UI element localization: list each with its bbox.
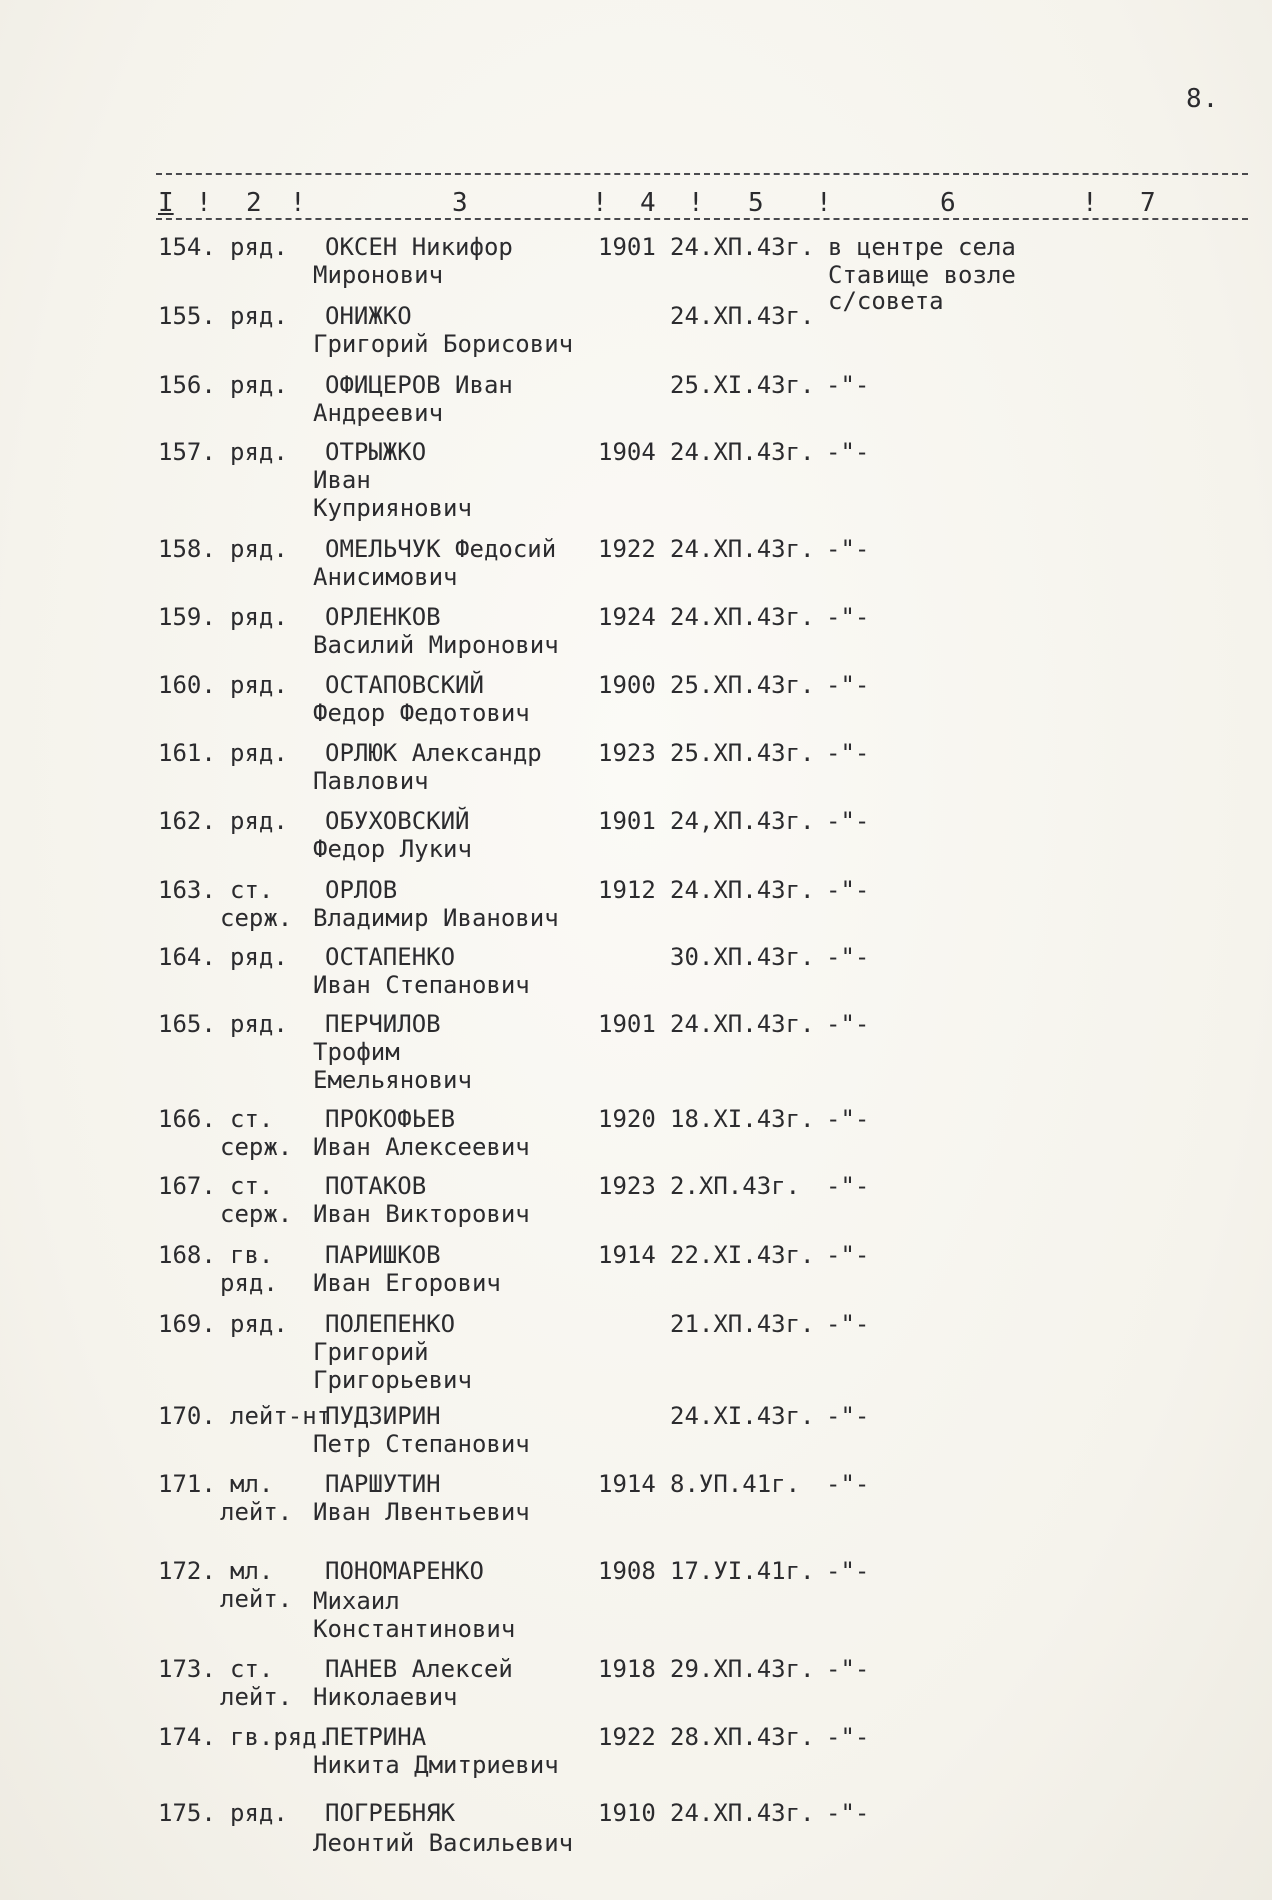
place-note-line: с/совета <box>828 287 944 315</box>
entry-rank: ст. <box>230 1105 274 1133</box>
entry-surname: ОНИЖКО <box>325 302 412 330</box>
entry-date: 21.ХП.43г. <box>670 1310 815 1338</box>
entry-rank: ряд. <box>220 1269 278 1297</box>
header-col-3: 3 <box>452 188 468 218</box>
entry-rank: серж. <box>220 1133 293 1161</box>
header-separator: ! <box>196 188 212 218</box>
entry-rank: мл. <box>230 1557 274 1585</box>
entry-surname: ОСТАПЕНКО <box>325 943 456 971</box>
entry-surname: ПОЛЕПЕНКО <box>325 1310 456 1338</box>
entry-surname: ОМЕЛЬЧУК Федосий <box>325 535 557 563</box>
entry-number: 168. <box>158 1241 216 1269</box>
entry-date: 24.ХП.43г. <box>670 603 815 631</box>
entry-ditto-note: -"- <box>826 739 870 767</box>
entry-date: 25.ХI.43г. <box>670 371 815 399</box>
entry-surname: ОРЛОВ <box>325 876 398 904</box>
entry-rank: серж. <box>220 904 293 932</box>
entry-name: Андреевич <box>313 399 444 427</box>
entry-rank: лейт. <box>220 1498 293 1526</box>
entry-rank: гв. <box>230 1241 274 1269</box>
entry-rank: ряд. <box>230 1010 288 1038</box>
entry-number: 156. <box>158 371 216 399</box>
entry-date: 18.ХI.43г. <box>670 1105 815 1133</box>
entry-ditto-note: -"- <box>826 1402 870 1430</box>
entry-rank: ряд. <box>230 671 288 699</box>
header-col-6: 6 <box>940 188 956 218</box>
entry-year: 1900 <box>598 671 656 699</box>
entry-number: 169. <box>158 1310 216 1338</box>
entry-number: 165. <box>158 1010 216 1038</box>
entry-name: Григорий Борисович <box>313 330 574 358</box>
entry-date: 24,ХП.43г. <box>670 807 815 835</box>
entry-date: 17.УI.41г. <box>670 1557 815 1585</box>
entry-rank: ст. <box>230 1172 274 1200</box>
entry-rank: мл. <box>230 1470 274 1498</box>
entry-rank: лейт-нт <box>230 1402 332 1430</box>
header-col-4: 4 <box>640 188 656 218</box>
entry-date: 24.ХП.43г. <box>670 1010 815 1038</box>
entry-ditto-note: -"- <box>826 1470 870 1498</box>
entry-name: Иван Степанович <box>313 971 530 999</box>
entry-ditto-note: -"- <box>826 1105 870 1133</box>
entry-rank: ряд. <box>230 943 288 971</box>
entry-surname: ОБУХОВСКИЙ <box>325 807 470 835</box>
entry-rank: ряд. <box>230 739 288 767</box>
entry-rank: ряд. <box>230 438 288 466</box>
entry-number: 172. <box>158 1557 216 1585</box>
entry-rank: ряд. <box>230 535 288 563</box>
entry-number: 157. <box>158 438 216 466</box>
entry-number: 164. <box>158 943 216 971</box>
entry-name: Василий Миронович <box>313 631 559 659</box>
page-number: 8. <box>1186 84 1220 114</box>
entry-date: 29.ХП.43г. <box>670 1655 815 1683</box>
entry-year: 1920 <box>598 1105 656 1133</box>
entry-date: 24.ХI.43г. <box>670 1402 815 1430</box>
entry-ditto-note: -"- <box>826 1241 870 1269</box>
entry-surname: ОРЛЮК Александр <box>325 739 542 767</box>
entry-number: 159. <box>158 603 216 631</box>
entry-rank: ряд. <box>230 603 288 631</box>
entry-rank: лейт. <box>220 1683 293 1711</box>
entry-name: Никита Дмитриевич <box>313 1751 559 1779</box>
entry-surname: ОТРЫЖКО <box>325 438 427 466</box>
entry-ditto-note: -"- <box>826 807 870 835</box>
entry-year: 1912 <box>598 876 656 904</box>
entry-year: 1910 <box>598 1799 656 1827</box>
entry-rank: ряд. <box>230 302 288 330</box>
header-col-5: 5 <box>748 188 764 218</box>
entry-number: 154. <box>158 233 216 261</box>
entry-date: 30.ХП.43г. <box>670 943 815 971</box>
entry-name: Иван <box>313 466 371 494</box>
entry-number: 174. <box>158 1723 216 1751</box>
entry-rank: ст. <box>230 1655 274 1683</box>
entry-name: Иван Викторович <box>313 1200 530 1228</box>
entry-name: Иван Лвентьевич <box>313 1498 530 1526</box>
entry-number: 158. <box>158 535 216 563</box>
entry-surname: ОКСЕН Никифор <box>325 233 513 261</box>
entry-ditto-note: -"- <box>826 603 870 631</box>
header-rule-bottom <box>156 218 1248 220</box>
header-col-7: 7 <box>1140 188 1156 218</box>
header-col-2: 2 <box>246 188 262 218</box>
entry-surname: ПАНЕВ Алексей <box>325 1655 513 1683</box>
entry-name: Григорьевич <box>313 1366 472 1394</box>
entry-date: 8.УП.41г. <box>670 1470 801 1498</box>
entry-rank: ст. <box>230 876 274 904</box>
entry-rank: серж. <box>220 1200 293 1228</box>
entry-ditto-note: -"- <box>826 1557 870 1585</box>
entry-ditto-note: -"- <box>826 1799 870 1827</box>
entry-surname: ОФИЦЕРОВ Иван <box>325 371 513 399</box>
entry-surname: ПЕРЧИЛОВ <box>325 1010 441 1038</box>
entry-ditto-note: -"- <box>826 438 870 466</box>
entry-year: 1924 <box>598 603 656 631</box>
entry-year: 1918 <box>598 1655 656 1683</box>
entry-date: 28.ХП.43г. <box>670 1723 815 1751</box>
entry-name: Владимир Иванович <box>313 904 559 932</box>
entry-name: Николаевич <box>313 1683 458 1711</box>
entry-name: Григорий <box>313 1338 429 1366</box>
entry-number: 162. <box>158 807 216 835</box>
entry-rank: гв.ряд. <box>230 1723 332 1751</box>
entry-date: 25.ХП.43г. <box>670 739 815 767</box>
entry-date: 22.ХI.43г. <box>670 1241 815 1269</box>
entry-year: 1904 <box>598 438 656 466</box>
entry-surname: ПОГРЕБНЯК <box>325 1799 456 1827</box>
entry-ditto-note: -"- <box>826 1655 870 1683</box>
entry-ditto-note: -"- <box>826 1310 870 1338</box>
entry-number: 173. <box>158 1655 216 1683</box>
entry-rank: лейт. <box>220 1585 293 1613</box>
entry-year: 1908 <box>598 1557 656 1585</box>
entry-name: Иван Алексеевич <box>313 1133 530 1161</box>
entry-name: Петр Степанович <box>313 1430 530 1458</box>
entry-rank: ряд. <box>230 1310 288 1338</box>
entry-rank: ряд. <box>230 371 288 399</box>
entry-ditto-note: -"- <box>826 535 870 563</box>
entry-number: 166. <box>158 1105 216 1133</box>
entry-number: 171. <box>158 1470 216 1498</box>
entry-number: 175. <box>158 1799 216 1827</box>
entry-name: Анисимович <box>313 563 458 591</box>
entry-name: Миронович <box>313 261 444 289</box>
entry-ditto-note: -"- <box>826 876 870 904</box>
entry-ditto-note: -"- <box>826 1010 870 1038</box>
entry-surname: ПЕТРИНА <box>325 1723 427 1751</box>
entry-date: 25.ХП.43г. <box>670 671 815 699</box>
entry-name: Федор Федотович <box>313 699 530 727</box>
entry-name: Емельянович <box>313 1066 472 1094</box>
entry-surname: ПУДЗИРИН <box>325 1402 441 1430</box>
entry-rank: ряд. <box>230 807 288 835</box>
entry-year: 1914 <box>598 1470 656 1498</box>
entry-name: Трофим <box>313 1038 400 1066</box>
entry-surname: ПРОКОФЬЕВ <box>325 1105 456 1133</box>
entry-year: 1901 <box>598 807 656 835</box>
entry-surname: ПАРИШКОВ <box>325 1241 441 1269</box>
header-col-1: I <box>158 188 174 218</box>
entry-number: 170. <box>158 1402 216 1430</box>
entry-year: 1923 <box>598 1172 656 1200</box>
entry-number: 160. <box>158 671 216 699</box>
entry-name: Леонтий Васильевич <box>313 1829 574 1857</box>
entry-surname: ОСТАПОВСКИЙ <box>325 671 484 699</box>
entry-year: 1914 <box>598 1241 656 1269</box>
entry-year: 1922 <box>598 1723 656 1751</box>
entry-date: 24.ХП.43г. <box>670 233 815 261</box>
header-separator: ! <box>592 188 608 218</box>
entry-name: Федор Лукич <box>313 835 472 863</box>
entry-ditto-note: -"- <box>826 371 870 399</box>
entry-ditto-note: -"- <box>826 1723 870 1751</box>
entry-rank: ряд. <box>230 1799 288 1827</box>
entry-ditto-note: -"- <box>826 671 870 699</box>
entry-number: 167. <box>158 1172 216 1200</box>
entry-surname: ПОТАКОВ <box>325 1172 427 1200</box>
entry-year: 1923 <box>598 739 656 767</box>
entry-name: Константинович <box>313 1615 516 1643</box>
header-separator: ! <box>816 188 832 218</box>
entry-date: 24.ХП.43г. <box>670 535 815 563</box>
entry-name: Куприянович <box>313 494 472 522</box>
place-note-line: Ставище возле <box>828 261 1016 289</box>
entry-name: Михаил <box>313 1587 400 1615</box>
entry-rank: ряд. <box>230 233 288 261</box>
entry-surname: ПАРШУТИН <box>325 1470 441 1498</box>
header-separator: ! <box>1082 188 1098 218</box>
entry-date: 24.ХП.43г. <box>670 876 815 904</box>
header-separator: ! <box>688 188 704 218</box>
entry-date: 24.ХП.43г. <box>670 438 815 466</box>
entry-year: 1901 <box>598 233 656 261</box>
entry-name: Иван Егорович <box>313 1269 501 1297</box>
entry-ditto-note: -"- <box>826 1172 870 1200</box>
entry-ditto-note: -"- <box>826 943 870 971</box>
entry-date: 24.ХП.43г. <box>670 302 815 330</box>
header-separator: ! <box>290 188 306 218</box>
entry-number: 163. <box>158 876 216 904</box>
entry-surname: ПОНОМАРЕНКО <box>325 1557 484 1585</box>
entry-date: 24.ХП.43г. <box>670 1799 815 1827</box>
entry-date: 2.ХП.43г. <box>670 1172 801 1200</box>
entry-number: 155. <box>158 302 216 330</box>
entry-surname: ОРЛЕНКОВ <box>325 603 441 631</box>
header-rule-top <box>156 173 1248 175</box>
entry-year: 1901 <box>598 1010 656 1038</box>
entry-name: Павлович <box>313 767 429 795</box>
entry-number: 161. <box>158 739 216 767</box>
entry-year: 1922 <box>598 535 656 563</box>
place-note-line: в центре села <box>828 233 1016 261</box>
